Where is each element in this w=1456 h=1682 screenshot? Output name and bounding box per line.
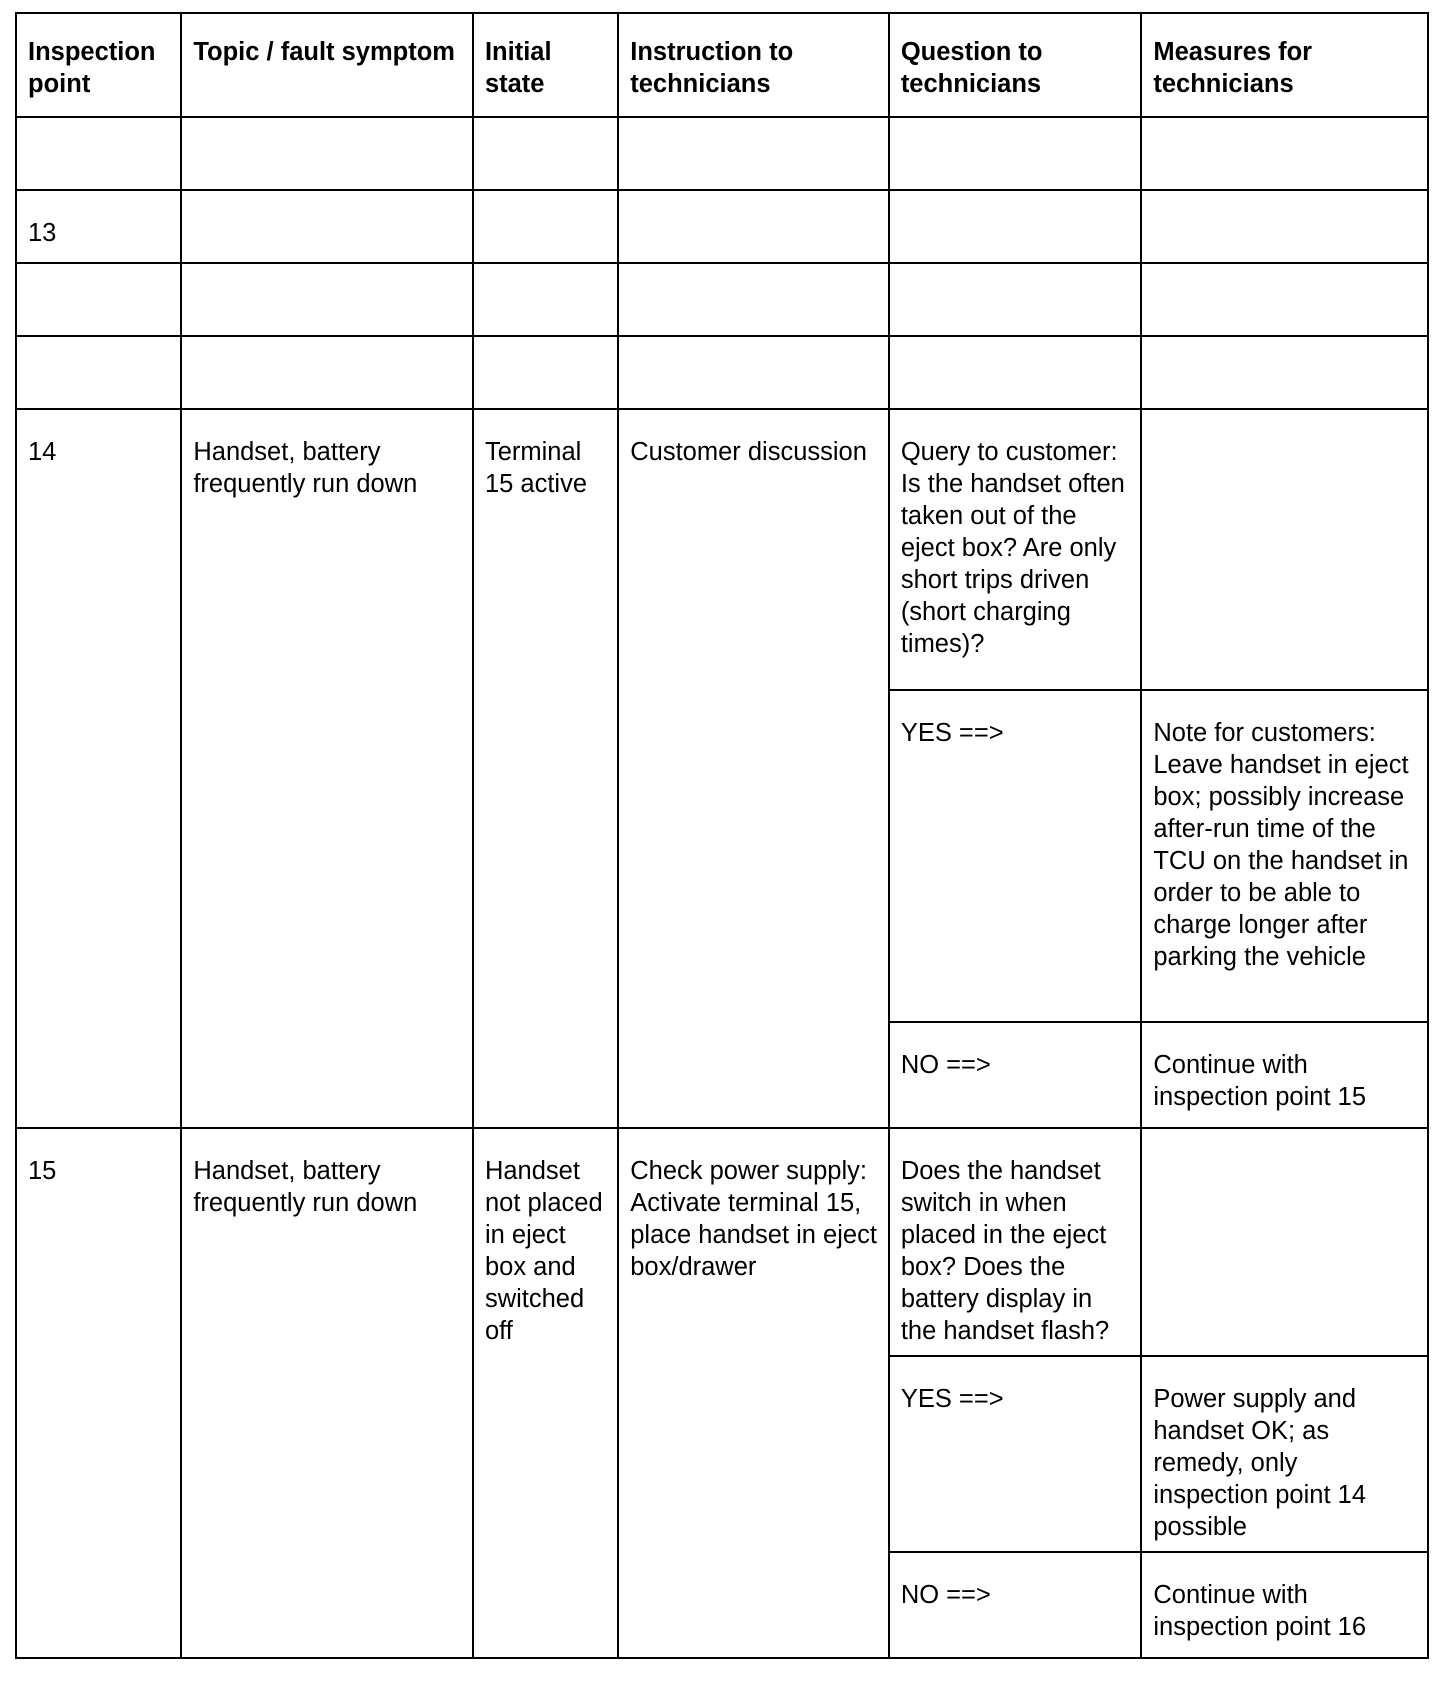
measure-14-empty [1141, 409, 1428, 690]
header-initial-state: Initial state [473, 13, 618, 117]
table-row-empty [16, 263, 1428, 336]
initial-state-15: Handset not placed in eject box and switched off [473, 1128, 618, 1658]
table-row-13 [16, 190, 1428, 263]
no-measure-14: Continue with inspection point 15 [1141, 1022, 1428, 1128]
header-measures: Measures for technicians [1141, 13, 1428, 117]
no-label-15: NO ==> [889, 1552, 1142, 1658]
yes-label-15: YES ==> [889, 1356, 1142, 1552]
no-label-14: NO ==> [889, 1022, 1142, 1128]
yes-measure-14: Note for customers: Leave handset in eject box; possibly increase after-run time of the TCU on the handset in order to be able to charge longer after parking the vehicle [1141, 690, 1428, 1022]
header-row [16, 13, 1428, 117]
table-row-15 [16, 1128, 1428, 1356]
initial-state-14: Terminal 15 active [473, 409, 618, 1128]
question-15: Does the handset switch in when placed in the eject box? Does the battery display in the handset flash? [889, 1128, 1142, 1356]
header-instruction: Instruction to technicians [618, 13, 889, 117]
header-question: Question to technicians [889, 13, 1142, 117]
yes-measure-15: Power supply and handset OK; as remedy, only inspection point 14 possible [1141, 1356, 1428, 1552]
instruction-14: Customer discussion [618, 409, 889, 1128]
inspection-point-13: 13 [16, 190, 181, 263]
table-row-empty [16, 336, 1428, 409]
table-row-14 [16, 409, 1428, 690]
yes-label-14: YES ==> [889, 690, 1142, 1022]
topic-15: Handset, battery frequently run down [181, 1128, 473, 1658]
inspection-point-15: 15 [16, 1128, 181, 1658]
inspection-table [15, 12, 1429, 1659]
table-row-empty [16, 117, 1428, 190]
inspection-point-14: 14 [16, 409, 181, 1128]
question-14: Query to customer: Is the handset often taken out of the eject box? Are only short trips driven (short charging times)? [889, 409, 1142, 690]
topic-14: Handset, battery frequently run down [181, 409, 473, 1128]
no-measure-15: Continue with inspection point 16 [1141, 1552, 1428, 1658]
header-topic: Topic / fault symptom [181, 13, 473, 117]
measure-15-empty [1141, 1128, 1428, 1356]
instruction-15: Check power supply: Activate terminal 15, place handset in eject box/drawer [618, 1128, 889, 1658]
header-inspection-point: Inspection point [16, 13, 181, 117]
